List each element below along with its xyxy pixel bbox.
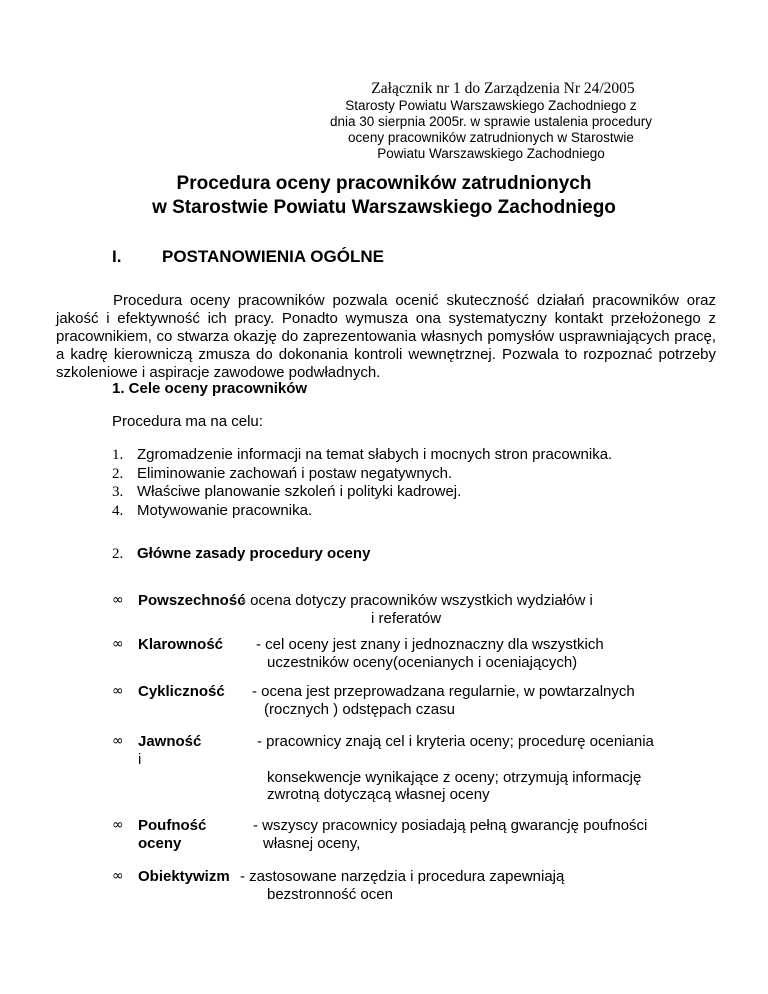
principle-term: Powszechność (138, 592, 246, 609)
annex-line-4: oceny pracowników zatrudnionych w Starostwie (348, 130, 634, 145)
list-item: 4. Motywowanie pracownika. (112, 501, 313, 519)
principle-term: Obiektywizm (138, 868, 230, 885)
aim-label: Procedura ma na celu: (112, 413, 263, 430)
principle-term: Jawność i (138, 733, 202, 768)
annex-line-3: dnia 30 sierpnia 2005r. w sprawie ustalenia procedury (330, 114, 652, 129)
goals-list (112, 446, 612, 520)
principle-description: - pracownicy znają cel i kryteria oceny; procedurę oceniania konsekwencje wynikające z oceny; otrzymują informację zwrotną dotyczącą własnej oceny (257, 733, 654, 803)
annex-line-1: Załącznik nr 1 do Zarządzenia Nr 24/2005 (371, 80, 635, 97)
title-line-1: Procedura oceny pracowników zatrudnionych (176, 173, 592, 194)
infinity-bullet-icon: ∞ (112, 817, 124, 833)
section-number: I. (112, 247, 122, 266)
infinity-bullet-icon: ∞ (112, 683, 124, 699)
list-item: 1. Zgromadzenie informacji na temat słabych i mocnych stron pracownika. (112, 446, 613, 463)
principle-description: - cel oceny jest znany i jednoznaczny dla wszystkich uczestników oceny(ocenianych i oceniających) (256, 636, 604, 671)
subsection-principles-heading: 2. Główne zasady procedury oceny (112, 545, 371, 562)
principle-term: Cykliczność (138, 683, 225, 700)
title-line-2: w Starostwie Powiatu Warszawskiego Zachodniego (152, 197, 616, 218)
infinity-bullet-icon: ∞ (112, 868, 124, 884)
subsection-goals-heading: 1. Cele oceny pracowników (112, 380, 308, 397)
intro-paragraph (56, 292, 716, 382)
list-item: 3. Właściwe planowanie szkoleń i polityki kadrowej. (112, 483, 462, 500)
infinity-bullet-icon: ∞ (112, 636, 124, 652)
infinity-bullet-icon: ∞ (112, 733, 124, 749)
infinity-bullet-icon: ∞ (112, 592, 124, 608)
annex-note (311, 80, 671, 162)
intro-text: Procedura oceny pracowników pozwala ocenić skuteczność działań pracowników oraz jakość i efektywność ich pracy. Ponadto wymusza ona systematyczny kontakt przełożonego z pracownikiem, co stwarza okazję do zaprezentowania własnych pomysłów usprawniających pracę, a kadrę kierowniczą zmusza do dokonania kontroli wewnętrznej. Pozwala to rozpoznać potrzeby szkoleniowe i aspiracje zawodowe podwładnych. (56, 292, 716, 381)
list-item: 2. Eliminowanie zachowań i postaw negatywnych. (112, 464, 453, 482)
principle-description: - wszyscy pracownicy posiadają pełną gwarancję poufności własnej oceny, (253, 817, 648, 852)
principle-description: - ocena dotyczy pracowników wszystkich wydziałów i i referatów (241, 592, 593, 627)
annex-line-2: Starosty Powiatu Warszawskiego Zachodniego z (345, 98, 637, 113)
principle-term: Klarowność (138, 636, 224, 653)
section-heading (112, 247, 384, 267)
principle-term: Poufność oceny (138, 817, 207, 852)
annex-line-5: Powiatu Warszawskiego Zachodniego (377, 146, 605, 161)
principle-description: - ocena jest przeprowadzana regularnie, w powtarzalnych (rocznych ) odstępach czasu (252, 683, 635, 718)
principle-description: - zastosowane narzędzia i procedura zapewniają bezstronność ocen (240, 868, 565, 903)
section-title: POSTANOWIENIA OGÓLNE (162, 247, 384, 266)
document-title (0, 172, 768, 220)
